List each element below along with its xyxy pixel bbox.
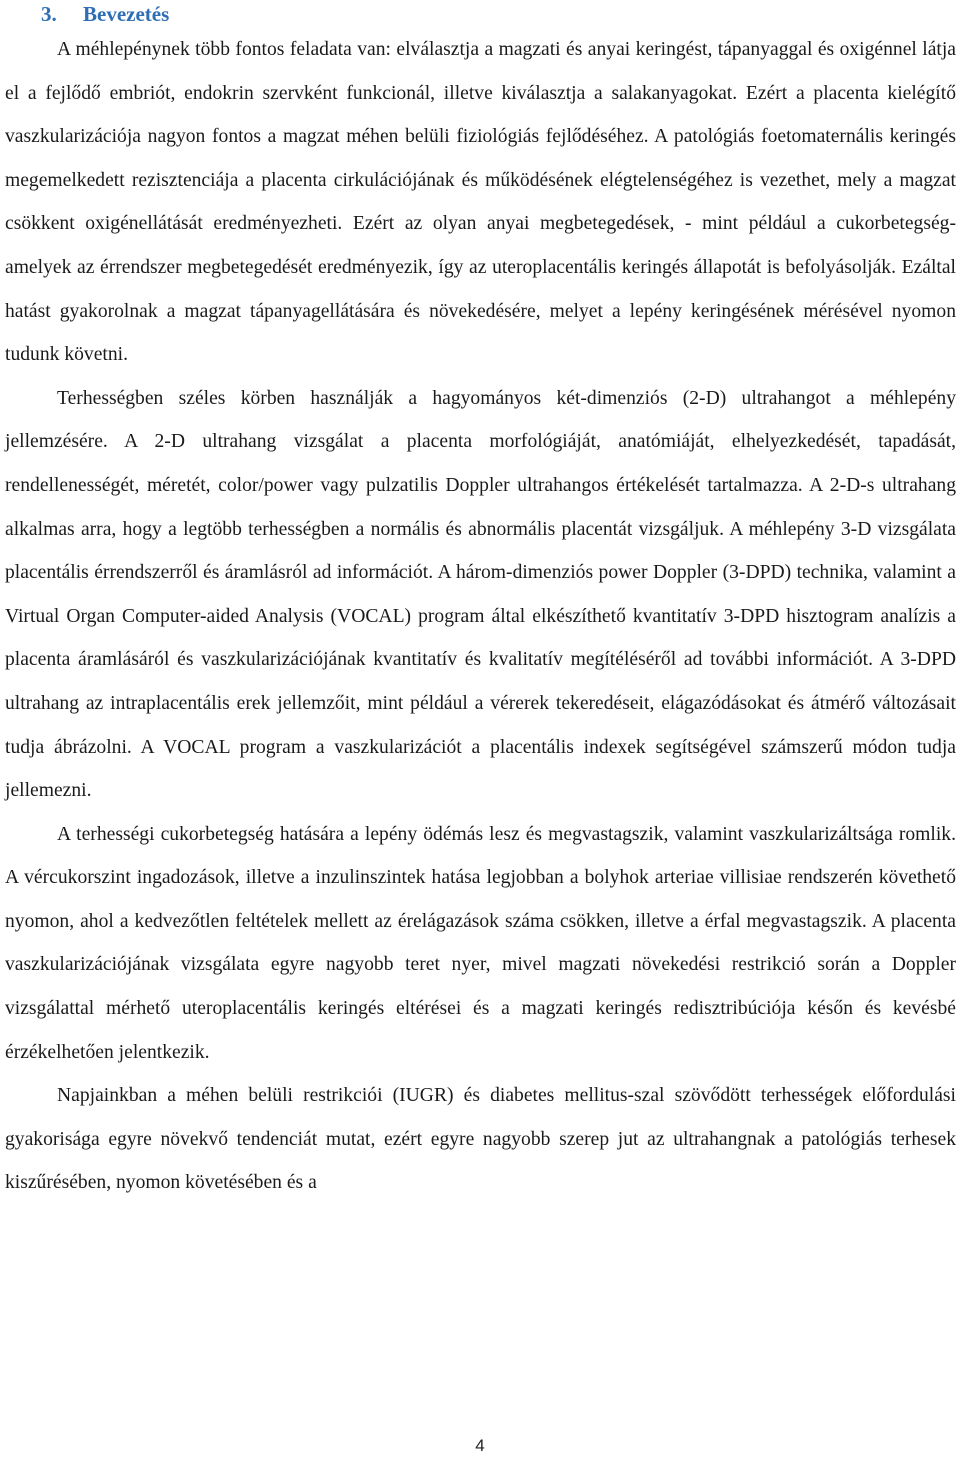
page-number: 4 <box>475 1436 485 1455</box>
section-title: Bevezetés <box>83 2 170 26</box>
section-heading <box>5 0 956 28</box>
paragraph-3: A terhességi cukorbetegség hatására a lepény ödémás lesz és megvastagszik, valamint vaszkularizáltsága romlik. A vércukorszint ingadozások, illetve a inzulinszintek hatása legjobban a bolyhok arteriae villisiae rendszerén követhető nyomon, ahol a kedvezőtlen feltételek mellett az érelágazások száma csökken, illetve a érfal megvastagszik. A placenta vaszkularizációjának vizsgálata egyre nagyobb teret nyer, mivel magzati növekedési restrikció során a Doppler vizsgálattal mérhető uteroplacentális keringés eltérései és a magzati keringés redisztribúciója későn és kevésbé érzékelhetően jelentkezik. <box>5 823 956 1063</box>
paragraph-4: Napjainkban a méhen belüli restrikciói (IUGR) és diabetes mellitus-szal szövődött terhességek előfordulási gyakorisága egyre növekvő tendenciát mutat, ezért egyre nagyobb szerep jut az ultrahangnak a patológiás terhesek kiszűrésében, nyomon követésében és a <box>5 1085 956 1194</box>
paragraph-1: A méhlepénynek több fontos feladata van: elválasztja a magzati és anyai keringést, tápanyaggal és oxigénnel látja el a fejlődő embriót, endokrin szervként funkcionál, illetve kiválasztja a salakanyagokat. Ezért a placenta kielégítő vaszkularizációja nagyon fontos a magzat méhen belüli fiziológiás fejlődéséhez. A patológiás foetomaternális keringés megemelkedett rezisztenciája a placenta cirkulációjának és működésének elégtelenségéhez is vezethet, mely a magzat csökkent oxigénellátását eredményezheti. Ezért az olyan anyai megbetegedések, - mint például a cukorbetegség- amelyek az érrendszer megbetegedését eredményezik, így az uteroplacentális keringés állapotát is befolyásolják. Ezáltal hatást gyakorolnak a magzat tápanyagellátására és növekedésére, melyet a lepény keringésének mérésével nyomon tudunk követni. <box>5 39 956 366</box>
paragraph-2: Terhességben széles körben használják a hagyományos két-dimenziós (2-D) ultrahangot a méhlepény jellemzésére. A 2-D ultrahang vizsgálat a placenta morfológiáját, anatómiáját, elhelyezkedését, tapadását, rendellenességét, méretét, color/power vagy pulzatilis Doppler ultrahangos értékelését tartalmazza. A 2-D-s ultrahang alkalmas arra, hogy a legtöbb terhességben a normális és abnormális placentát vizsgáljuk. A méhlepény 3-D vizsgálata placentális érrendszerről és áramlásról ad információt. A három-dimenziós power Doppler (3-DPD) technika, valamint a Virtual Organ Computer-aided Analysis (VOCAL) program által elkészíthető kvantitatív 3-DPD hisztogram analízis a placenta áramlásáról és vaszkularizációjának kvantitatív és kvalitatív megítéléséről ad további információt. A 3-DPD ultrahang az intraplacentális erek jellemzőit, mint például a vérerek tekeredéseit, elágazódásokat és átmérő változásait tudja ábrázolni. A VOCAL program a vaszkularizációt a placentális indexek segítségével számszerű módon tudja jellemezni. <box>5 387 956 802</box>
section-number: 3. <box>41 2 57 26</box>
